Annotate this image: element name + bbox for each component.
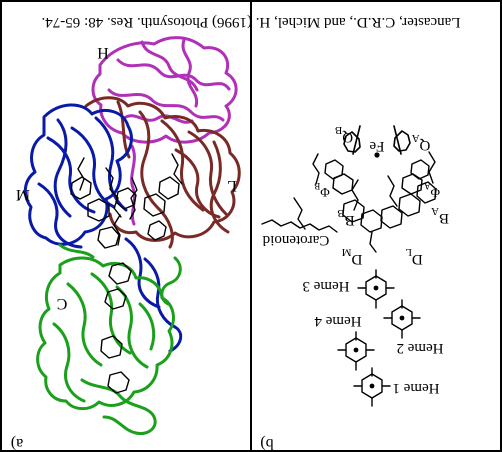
svg-text:BA: $B_A$	[431, 205, 449, 226]
svg-text:QB: $Q_B$	[334, 124, 354, 145]
subunit-label-c	[57, 295, 68, 312]
svg-text:L: L	[227, 177, 237, 194]
panel-a	[11, 38, 239, 452]
label-qa	[412, 132, 431, 153]
svg-text:ΦA: $\Phi_A$	[423, 181, 441, 200]
label-ba	[431, 205, 449, 226]
label-dl	[405, 246, 423, 267]
panel-b	[260, 124, 449, 452]
panel-a-cofactors	[71, 154, 182, 393]
heme-iron-atoms	[354, 286, 405, 389]
c-subunit-backbone	[38, 245, 181, 434]
label-heme-1	[392, 380, 439, 396]
svg-text:Heme 1: Heme 1	[392, 380, 440, 396]
label-bb	[337, 207, 354, 228]
label-heme-3	[302, 278, 349, 294]
svg-text:BB: $B_B$	[337, 207, 355, 228]
svg-text:C: C	[56, 295, 68, 312]
panel-b-label	[260, 435, 273, 452]
subunit-label-m	[16, 186, 30, 203]
label-qb	[335, 124, 353, 145]
svg-text:DL: $D_L$	[405, 246, 423, 267]
label-dm	[341, 246, 362, 267]
svg-text:ΦB: $\Phi_B$	[314, 181, 330, 200]
label-pheo-a	[423, 181, 440, 200]
panel-a-label	[11, 435, 23, 452]
label-pheo-b	[314, 181, 330, 200]
svg-text:M: M	[15, 186, 31, 203]
label-heme-4	[314, 313, 362, 329]
svg-text:b): b)	[260, 435, 274, 452]
svg-text:DM: $D_M$	[341, 246, 363, 267]
subunit-label-h	[97, 44, 109, 61]
svg-text:Heme 2: Heme 2	[396, 340, 444, 356]
label-heme-2	[396, 340, 443, 356]
svg-text:Fe: Fe	[369, 138, 385, 154]
svg-text:a): a)	[10, 435, 24, 452]
svg-text:QA: $Q_A$	[411, 132, 431, 153]
subunit-label-l	[227, 177, 237, 194]
citation: Lancaster, C.R.D., and Michel, H. (1996) Photosynth. Res. 48: 65-74.	[41, 14, 461, 30]
label-carotenoid	[262, 232, 329, 248]
svg-text:Heme 4: Heme 4	[314, 313, 362, 329]
svg-text:H: H	[97, 44, 109, 61]
svg-text:Heme 3: Heme 3	[302, 278, 350, 294]
label-fe	[369, 138, 384, 154]
svg-text:Carotenoid: Carotenoid	[262, 232, 330, 248]
